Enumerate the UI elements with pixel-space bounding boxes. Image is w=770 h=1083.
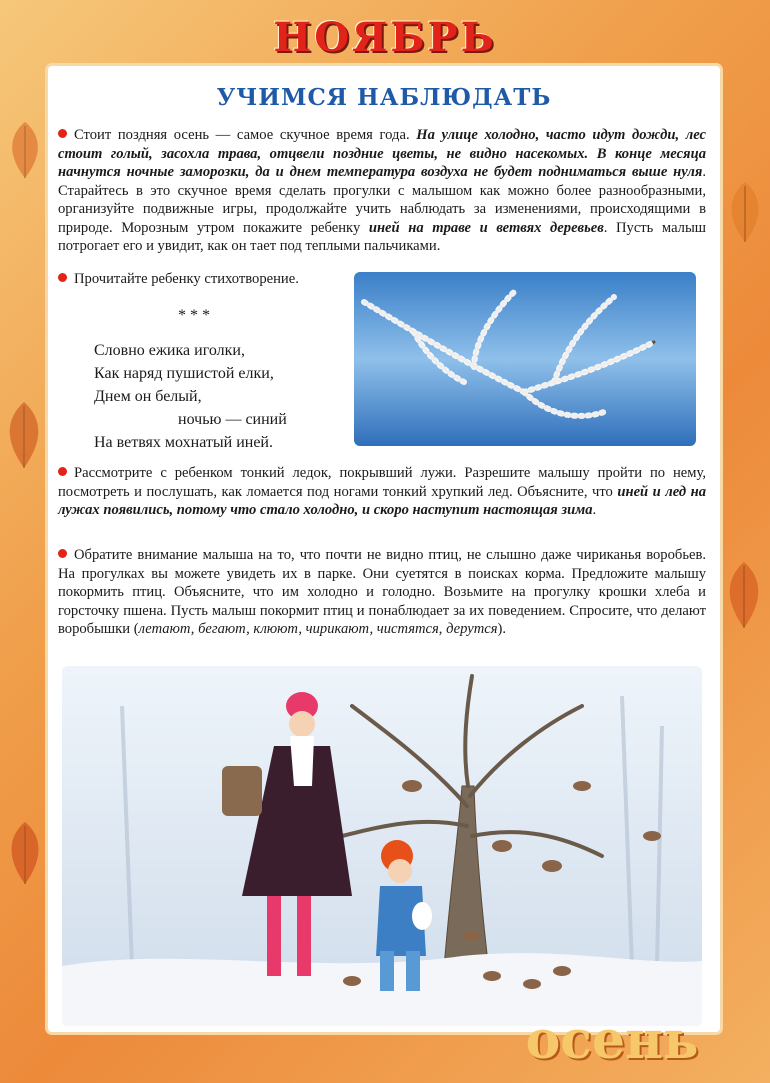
season-word: осень <box>525 1010 699 1071</box>
poem-line: Как наряд пушистой елки, <box>94 365 274 382</box>
paragraph-read-poem: Прочитайте ребенку стихотворение. <box>58 270 348 289</box>
autumn-leaf-icon <box>4 820 46 886</box>
poem <box>94 304 344 454</box>
bullet-icon <box>58 273 67 282</box>
poem-line: Днем он белый, <box>94 388 202 405</box>
paragraph-thin-ice: Рассмотрите с ребенком тонкий ледок, покрывший лужи. Разрешите малышу пройти по нему, посмотреть и послушать, как ломается под ногами тонкий хрупкий лед. Объясните, что иней и лед на лужах появились, потому что стало холодно, и скоро наступит настоящая зима. <box>58 465 707 518</box>
autumn-leaf-icon <box>722 560 766 630</box>
poem-line: ночью — синий <box>178 411 287 428</box>
paragraph-birds: Обратите внимание малыша на то, что почти не видно птиц, не слышно даже чириканья воробьев. На прогулках вы можете увидеть их в парке. Они суетятся в поисках корма. Предложите малышу покормить птиц. Объясните, что им холодно и голодно. Возьмите на прогулку крошки хлеба и горсточку пшена. Пусть малыш покормит птиц и понаблюдает за их поведением. Спросите, что делают воробышки (летают, бегают, клюют, чирикают, чистятся, дерутся). <box>58 547 706 637</box>
section-title: УЧИМСЯ НАБЛЮДАТЬ <box>216 84 552 111</box>
bullet-icon <box>58 467 67 476</box>
autumn-leaf-icon <box>724 180 766 244</box>
feeding-birds-illustration <box>62 666 702 1026</box>
poem-line: Словно ежика иголки, <box>94 342 245 359</box>
bullet-icon <box>58 129 67 138</box>
poem-line: На ветвях мохнатый иней. <box>94 434 273 451</box>
autumn-leaf-icon <box>4 120 46 180</box>
poem-stars: * * * <box>178 307 210 324</box>
month-title: НОЯБРЬ <box>273 14 497 61</box>
bullet-icon <box>58 549 67 558</box>
autumn-leaf-icon <box>2 400 46 470</box>
paragraph-late-autumn: Стоит поздняя осень — самое скучное время года. На улице холодно, часто идут дожди, лес стоит голый, засохла трава, отцвели поздние цветы, не видно насекомых. В конце месяца начнутся ночные заморозки, да и днем температура воздуха не будет подниматься выше нуля. Старайтесь в это скучное время сделать прогулки с малышом как можно более разнообразными, организуйте подвижные игры, продолжайте учить наблюдать за изменениями, происходящими в природе. Морозным утром покажите ребенку иней на траве и ветвях деревьев. Пусть малыш потрогает его и увидит, как он тает под теплыми пальчиками. <box>58 127 707 254</box>
frosty-branch-illustration <box>354 272 696 446</box>
content-panel <box>48 66 720 1032</box>
